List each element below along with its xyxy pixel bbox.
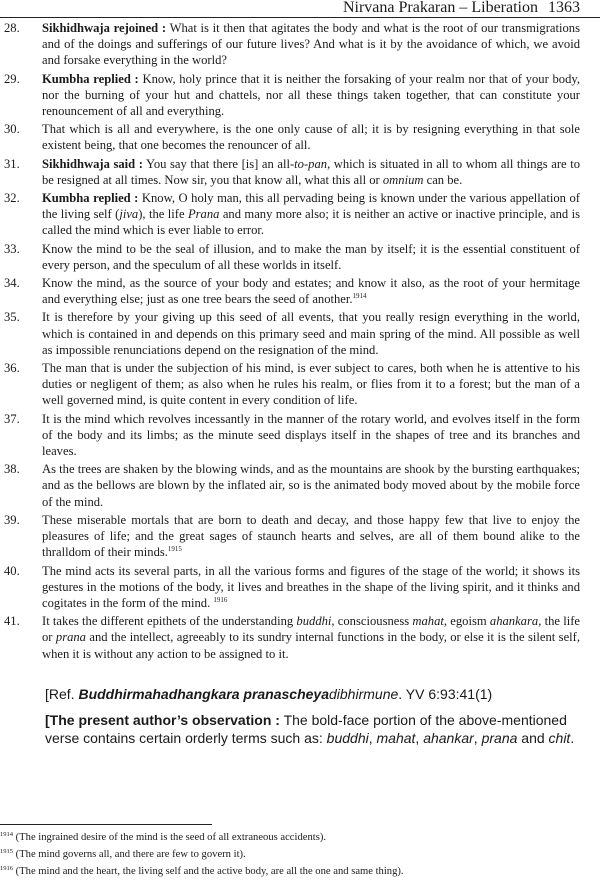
verse-body: You say that there [is] an all- (142, 156, 295, 171)
verse-28 (0, 20, 600, 69)
speaker-label: Sikhidhwaja rejoined : (42, 21, 167, 35)
verse-body: Know, O holy man, this all pervading being is known under the various appellation of the living self ( (42, 191, 580, 222)
author-observation (45, 711, 585, 747)
reference-sanskrit: dibhirmune (329, 686, 399, 702)
term-italic: buddhi (296, 614, 332, 629)
verse-number: 39. (4, 512, 20, 527)
verse-number: 35. (4, 310, 20, 325)
reference-citation: . YV 6:93:41(1) (398, 686, 493, 702)
verse-body: These miserable mortals that are born to death and decay, and those happy few that live to enjoy the pleasures of life; and the great sages of staunch hearts and selves, are all of them bound alike to the thralldom of their minds. (42, 512, 580, 560)
footnote-number: 1915 (0, 848, 13, 855)
footnote-ref: 1915 (167, 545, 182, 554)
verse-body: Know, holy prince that it is neither the forsaking of your realm nor that of your body, nor the burning of your hut and chattels, nor all these things taken together, that can constitute your renouncement of all and everything. (42, 71, 580, 119)
verse-40 (0, 563, 600, 612)
footnote-text: (The mind governs all, and there are few to govern it). (13, 849, 246, 860)
observation-body: The bold-face portion of the above-mentioned verse contains certain orderly terms such as: (45, 712, 567, 746)
footnote-list (0, 829, 600, 880)
verse-text: It is the mind which revolves incessantly in the manner of the rotary world, and evolves itself in the form of the body and its limbs; as the minute seed displays itself in the shapes of tree and its branches and leaves. (42, 411, 580, 459)
verse-body: and many more also; it is neither an active or inactive principle, and is called the mind which is ever liable to error. (42, 207, 580, 238)
verse-31 (0, 156, 600, 188)
verse-text (42, 613, 580, 662)
observation-heading: [The present author’s observation : (45, 712, 280, 728)
term-italic: prana (481, 730, 518, 746)
verse-30 (0, 121, 600, 153)
observation-body: , (473, 730, 482, 746)
verse-29 (0, 71, 600, 120)
verse-text (42, 71, 580, 120)
observation-body: , (368, 730, 377, 746)
speaker-label: Kumbha replied : (42, 191, 139, 206)
footnote-number: 1914 (0, 831, 13, 838)
verse-text: That which is all and everywhere, is the one only cause of all; it is by resigning everything in that sole existent being, that one becomes the renouncer of all. (42, 122, 580, 153)
verse-34 (0, 275, 600, 307)
verse-41 (0, 613, 600, 662)
reference-sanskrit-bold: Buddhirmahadhangkara pranascheya (78, 686, 329, 702)
verse-body: The mind acts its several parts, in all the various forms and figures of the stage of the world; it shows its gestures in the motions of the body, it lives and breathes in the shape of the living spirit, and it thinks and cogitates in the form of the mind. (42, 563, 580, 610)
term-italic: ahankar (423, 730, 474, 746)
verse-body: , egoism (443, 614, 490, 629)
footnote-ref: 1916 (213, 595, 228, 604)
verse-text (42, 275, 580, 307)
term-italic: Prana (187, 207, 220, 222)
running-header (343, 0, 580, 16)
verse-number: 41. (4, 614, 20, 629)
verse-text (42, 156, 580, 188)
verse-text (42, 20, 580, 69)
verse-text: As the trees are shaken by the blowing winds, and as the mountains are shook by the bursting earthquakes; and as the bellows are blown by the inflated air, so is the animated body moved about by the mobile force of the mind. (42, 462, 580, 509)
verse-body: It takes the different epithets of the understanding (42, 614, 297, 629)
verse-body: , consciousness (331, 614, 413, 629)
verse-body: , the life or (42, 614, 580, 645)
verse-number: 30. (4, 122, 20, 137)
chapter-title: Nirvana Prakaran – Liberation (342, 0, 538, 16)
verse-number: 38. (4, 462, 20, 477)
verse-36 (0, 360, 600, 409)
verse-body: Know the mind, as the source of your body and estates; and know it also, as the root of your hermitage and everything else; just as one tree bears the seed of another. (42, 276, 580, 307)
verse-number: 32. (4, 191, 20, 206)
verse-37 (0, 411, 600, 460)
verse-32 (0, 190, 600, 239)
footnote-1915 (0, 846, 600, 863)
footnote-rule (0, 824, 212, 825)
verse-text (42, 512, 580, 561)
verse-body: What is it then that agitates the body and what is the root of our transmigrations and of the doings and sufferings of our future lives? And what is it by the avoidance of which, we avoid and forsake everything in the world? (42, 21, 580, 68)
verse-39 (0, 512, 600, 561)
sanskrit-reference (45, 685, 585, 703)
footnote-ref: 1914 (352, 292, 367, 301)
verse-text: It is therefore by your giving up this seed of all events, that you really resign everything in the world, which is contained in and depends on this primary seed and main spring of the mind. All possible as well as impossible renunciations depend on the resignation of the mind. (42, 310, 580, 357)
term-italic: chit (548, 730, 571, 746)
observation-body: and (517, 730, 549, 746)
verse-number: 40. (4, 563, 20, 578)
term-italic: mahat (376, 730, 416, 746)
term-italic: ahankara (489, 614, 539, 629)
verse-body: ), the life (138, 207, 188, 222)
header-rule (0, 17, 600, 18)
verse-text: The man that is under the subjection of his mind, is ever subject to cares, both when he is attentive to his duties or negligent of them; as also when he rules his realm, or flies from it to a forest; but the man of a well governed mind, is quite content in every condition of life. (42, 361, 580, 408)
footnote-number: 1916 (0, 865, 13, 872)
verse-38 (0, 461, 600, 510)
verse-35 (0, 309, 600, 358)
verse-number: 37. (4, 411, 20, 426)
footnote-text: (The mind and the heart, the living self and the active body, are all the one and same thing). (13, 866, 404, 877)
term-italic: prana (55, 630, 86, 645)
verse-text: Know the mind to be the seal of illusion, and to make the man by itself; it is the essential constituent of every person, and the speculum of all these worlds in itself. (42, 241, 580, 272)
footnote-text: (The ingrained desire of the mind is the seed of all extraneous accidents). (13, 832, 326, 843)
term-italic: buddhi (326, 730, 369, 746)
observation-body: , (415, 730, 424, 746)
term-italic: to-pan (294, 156, 328, 171)
term-italic: omnium (382, 172, 424, 187)
term-italic: mahat (412, 614, 444, 629)
verse-list (0, 20, 600, 664)
verse-number: 36. (4, 361, 20, 376)
speaker-label: Sikhidhwaja said : (42, 156, 143, 171)
verse-number: 29. (4, 71, 20, 86)
verse-number: 34. (4, 276, 20, 291)
verse-text (42, 563, 580, 612)
footnote-1914 (0, 829, 600, 846)
verse-number: 31. (4, 156, 20, 171)
verse-body: , which is situated in all to whom all things are to be resigned at all times. Now sir, you that know all, what this all or (42, 156, 581, 187)
verse-body: and the intellect, agreeably to its sundry internal functions in the body, or else it is the silent self, when it is without any action to be assigned to it. (42, 630, 581, 661)
reference-prefix: [Ref. (45, 686, 79, 702)
footnote-1916 (0, 863, 600, 880)
speaker-label: Kumbha replied : (42, 71, 139, 86)
page-number: 1363 (548, 0, 580, 16)
verse-33 (0, 241, 600, 273)
observation-body: . (570, 730, 575, 746)
verse-number: 28. (4, 21, 20, 35)
verse-body: can be. (423, 172, 463, 187)
verse-number: 33. (4, 241, 20, 256)
verse-text (42, 190, 580, 239)
term-italic: jiva (119, 207, 139, 222)
